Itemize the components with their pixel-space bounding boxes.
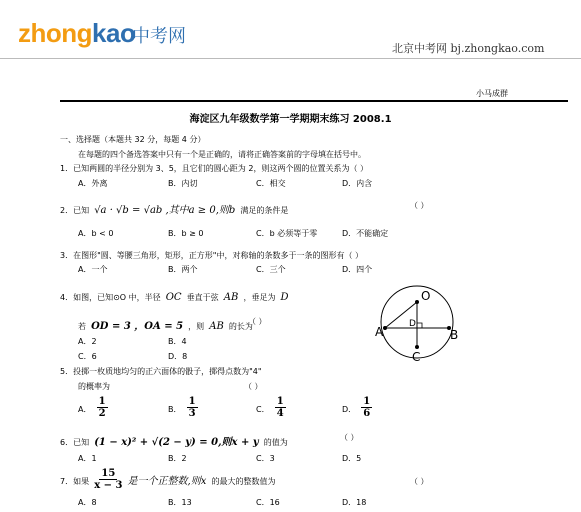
q6-answer-paren: （ ） [340, 433, 359, 442]
q6-option-a: A．1 [78, 454, 97, 463]
q7-fraction [94, 468, 122, 491]
label-b: B [450, 328, 459, 342]
label-a: A [375, 325, 384, 339]
q7-expression: 是一个正整数,则x [127, 476, 207, 487]
q4-line1-prefix: 4．如图，已知⊙O 中，半径 [60, 293, 161, 302]
q5-answer-paren: （ ） [244, 382, 263, 391]
fraction-numerator: 15 [101, 468, 116, 479]
q4-line2-ab: AB [209, 321, 224, 332]
q3-option-c: C．三个 [256, 265, 286, 274]
section-instruction: 在每题的四个备选答案中只有一个是正确的，请将正确答案前的字母填在括号中。 [78, 150, 366, 159]
q2-option-c: C．b 必须等于零 [256, 229, 318, 238]
q2-answer-paren: （ ） [410, 201, 429, 210]
q5-line2: 的概率为 [78, 382, 110, 391]
q6-suffix: 的值为 [263, 438, 288, 447]
zhongkao-logo[interactable] [18, 18, 135, 49]
fraction-denominator: 4 [276, 408, 284, 419]
fraction-denominator: 6 [363, 408, 371, 419]
q4-foot-d: D [280, 292, 289, 303]
q5-option-b [168, 396, 198, 419]
q2-suffix: 满足的条件是 [240, 206, 289, 215]
q6-option-d: D．5 [342, 454, 362, 463]
q5-option-b-letter: B． [168, 405, 182, 414]
point-a [383, 326, 387, 330]
q7-option-c: C．16 [256, 498, 280, 507]
q4-option-a: A．2 [78, 337, 97, 346]
fraction-numerator: 1 [363, 396, 371, 407]
q3-option-b: B．两个 [168, 265, 198, 274]
logo-kao: kao [92, 18, 136, 48]
label-o: O [421, 289, 431, 303]
q4-option-d: D．8 [168, 352, 188, 361]
title-divider [60, 100, 568, 102]
q4-given-values: OD = 3 ，OA = 5 [91, 321, 184, 332]
q5-option-d [342, 396, 372, 419]
q2-expression: √a · √b = √ab ,其中a ≥ 0,则b [94, 205, 236, 216]
q1-text: 1．已知两圆的半径分别为 3、5，且它们的圆心距为 2，则这两个圆的位置关系为（ ） [60, 164, 368, 173]
q4-answer-paren: （ ） [248, 317, 267, 326]
q2-option-d: D．不能确定 [342, 229, 389, 238]
fraction-denominator: 2 [98, 408, 106, 419]
page-title: 海淀区九年级数学第一学期期末练习 2008.1 [189, 114, 392, 125]
site-info: 北京中考网 bj.zhongkao.com [392, 42, 545, 55]
fraction-numerator: 1 [188, 396, 196, 407]
q7-option-d: D．18 [342, 498, 367, 507]
q4-option-c: C．6 [78, 352, 97, 361]
q4-line2-prefix: 若 [78, 322, 86, 331]
q5-option-c-fraction [275, 396, 286, 419]
q1-option-a: A．外离 [78, 179, 108, 188]
q4-line2-suffix: 的长为 [228, 322, 253, 331]
fraction-denominator: x − 3 [94, 480, 123, 491]
q3-option-a: A．一个 [78, 265, 108, 274]
fraction-numerator: 1 [276, 396, 284, 407]
q4-line1-middle: 垂直于弦 [186, 293, 219, 302]
q7-option-b: B．13 [168, 498, 192, 507]
q6-option-c: C．3 [256, 454, 275, 463]
q5-option-c-letter: C． [256, 405, 270, 414]
logo-chinese: 中考网 [132, 26, 186, 47]
circle-figure [372, 282, 472, 368]
q4-radius-oc: OC [165, 292, 182, 303]
q6-option-b: B．2 [168, 454, 187, 463]
section-heading: 一、选择题（本题共 32 分，每题 4 分） [60, 135, 206, 144]
q4-option-b: B．4 [168, 337, 187, 346]
q3-text: 3．在图形"圆、等腰三角形，矩形，正方形"中，对称轴的条数多于一条的图形有（ ） [60, 251, 363, 260]
q5-option-a-letter: A． [78, 405, 92, 414]
q5-option-d-letter: D． [342, 405, 357, 414]
header-divider [0, 58, 581, 59]
fraction-numerator: 1 [98, 396, 106, 407]
label-c: C [412, 350, 421, 364]
q6-expression: (1 − x)² + √(2 − y) = 0,则x + y [94, 437, 259, 448]
q5-option-c [256, 396, 286, 419]
q3-option-d: D．四个 [342, 265, 373, 274]
q4-chord-ab: AB [223, 292, 239, 303]
point-c [415, 345, 419, 349]
q7-answer-paren: （ ） [410, 477, 429, 486]
point-o [415, 300, 419, 304]
q2-line [60, 198, 288, 217]
label-d: D [409, 319, 416, 329]
q2-option-b: B．b ≥ 0 [168, 229, 204, 238]
q5-option-b-fraction [187, 396, 198, 419]
q5-line1: 5．投掷一枚质地均匀的正六面体的骰子，掷得点数为"4" [60, 367, 262, 376]
q4-line1 [60, 285, 289, 304]
q7-line [60, 468, 275, 491]
q1-option-d: D．内含 [342, 179, 373, 188]
q4-line2-middle: ，则 [188, 322, 205, 331]
author-label: 小马成群 [476, 89, 508, 98]
q1-option-b: B．内切 [168, 179, 198, 188]
q6-prefix: 6．已知 [60, 438, 90, 447]
q2-option-a: A．b < 0 [78, 229, 114, 238]
q5-option-a [78, 396, 108, 419]
q7-option-a: A．8 [78, 498, 97, 507]
q1-option-c: C．相交 [256, 179, 286, 188]
q6-line [60, 430, 288, 449]
q7-suffix: 的最大的整数值为 [211, 477, 276, 486]
q2-prefix: 2．已知 [60, 206, 90, 215]
right-angle-mark [417, 323, 422, 328]
q5-option-d-fraction [361, 396, 372, 419]
fraction-denominator: 3 [188, 408, 196, 419]
logo-zhong: zhong [18, 18, 93, 48]
q7-prefix: 7．如果 [60, 477, 90, 486]
q4-line1-suffix: ，垂足为 [243, 293, 276, 302]
q4-line2 [78, 314, 253, 333]
q5-option-a-fraction [97, 396, 108, 419]
